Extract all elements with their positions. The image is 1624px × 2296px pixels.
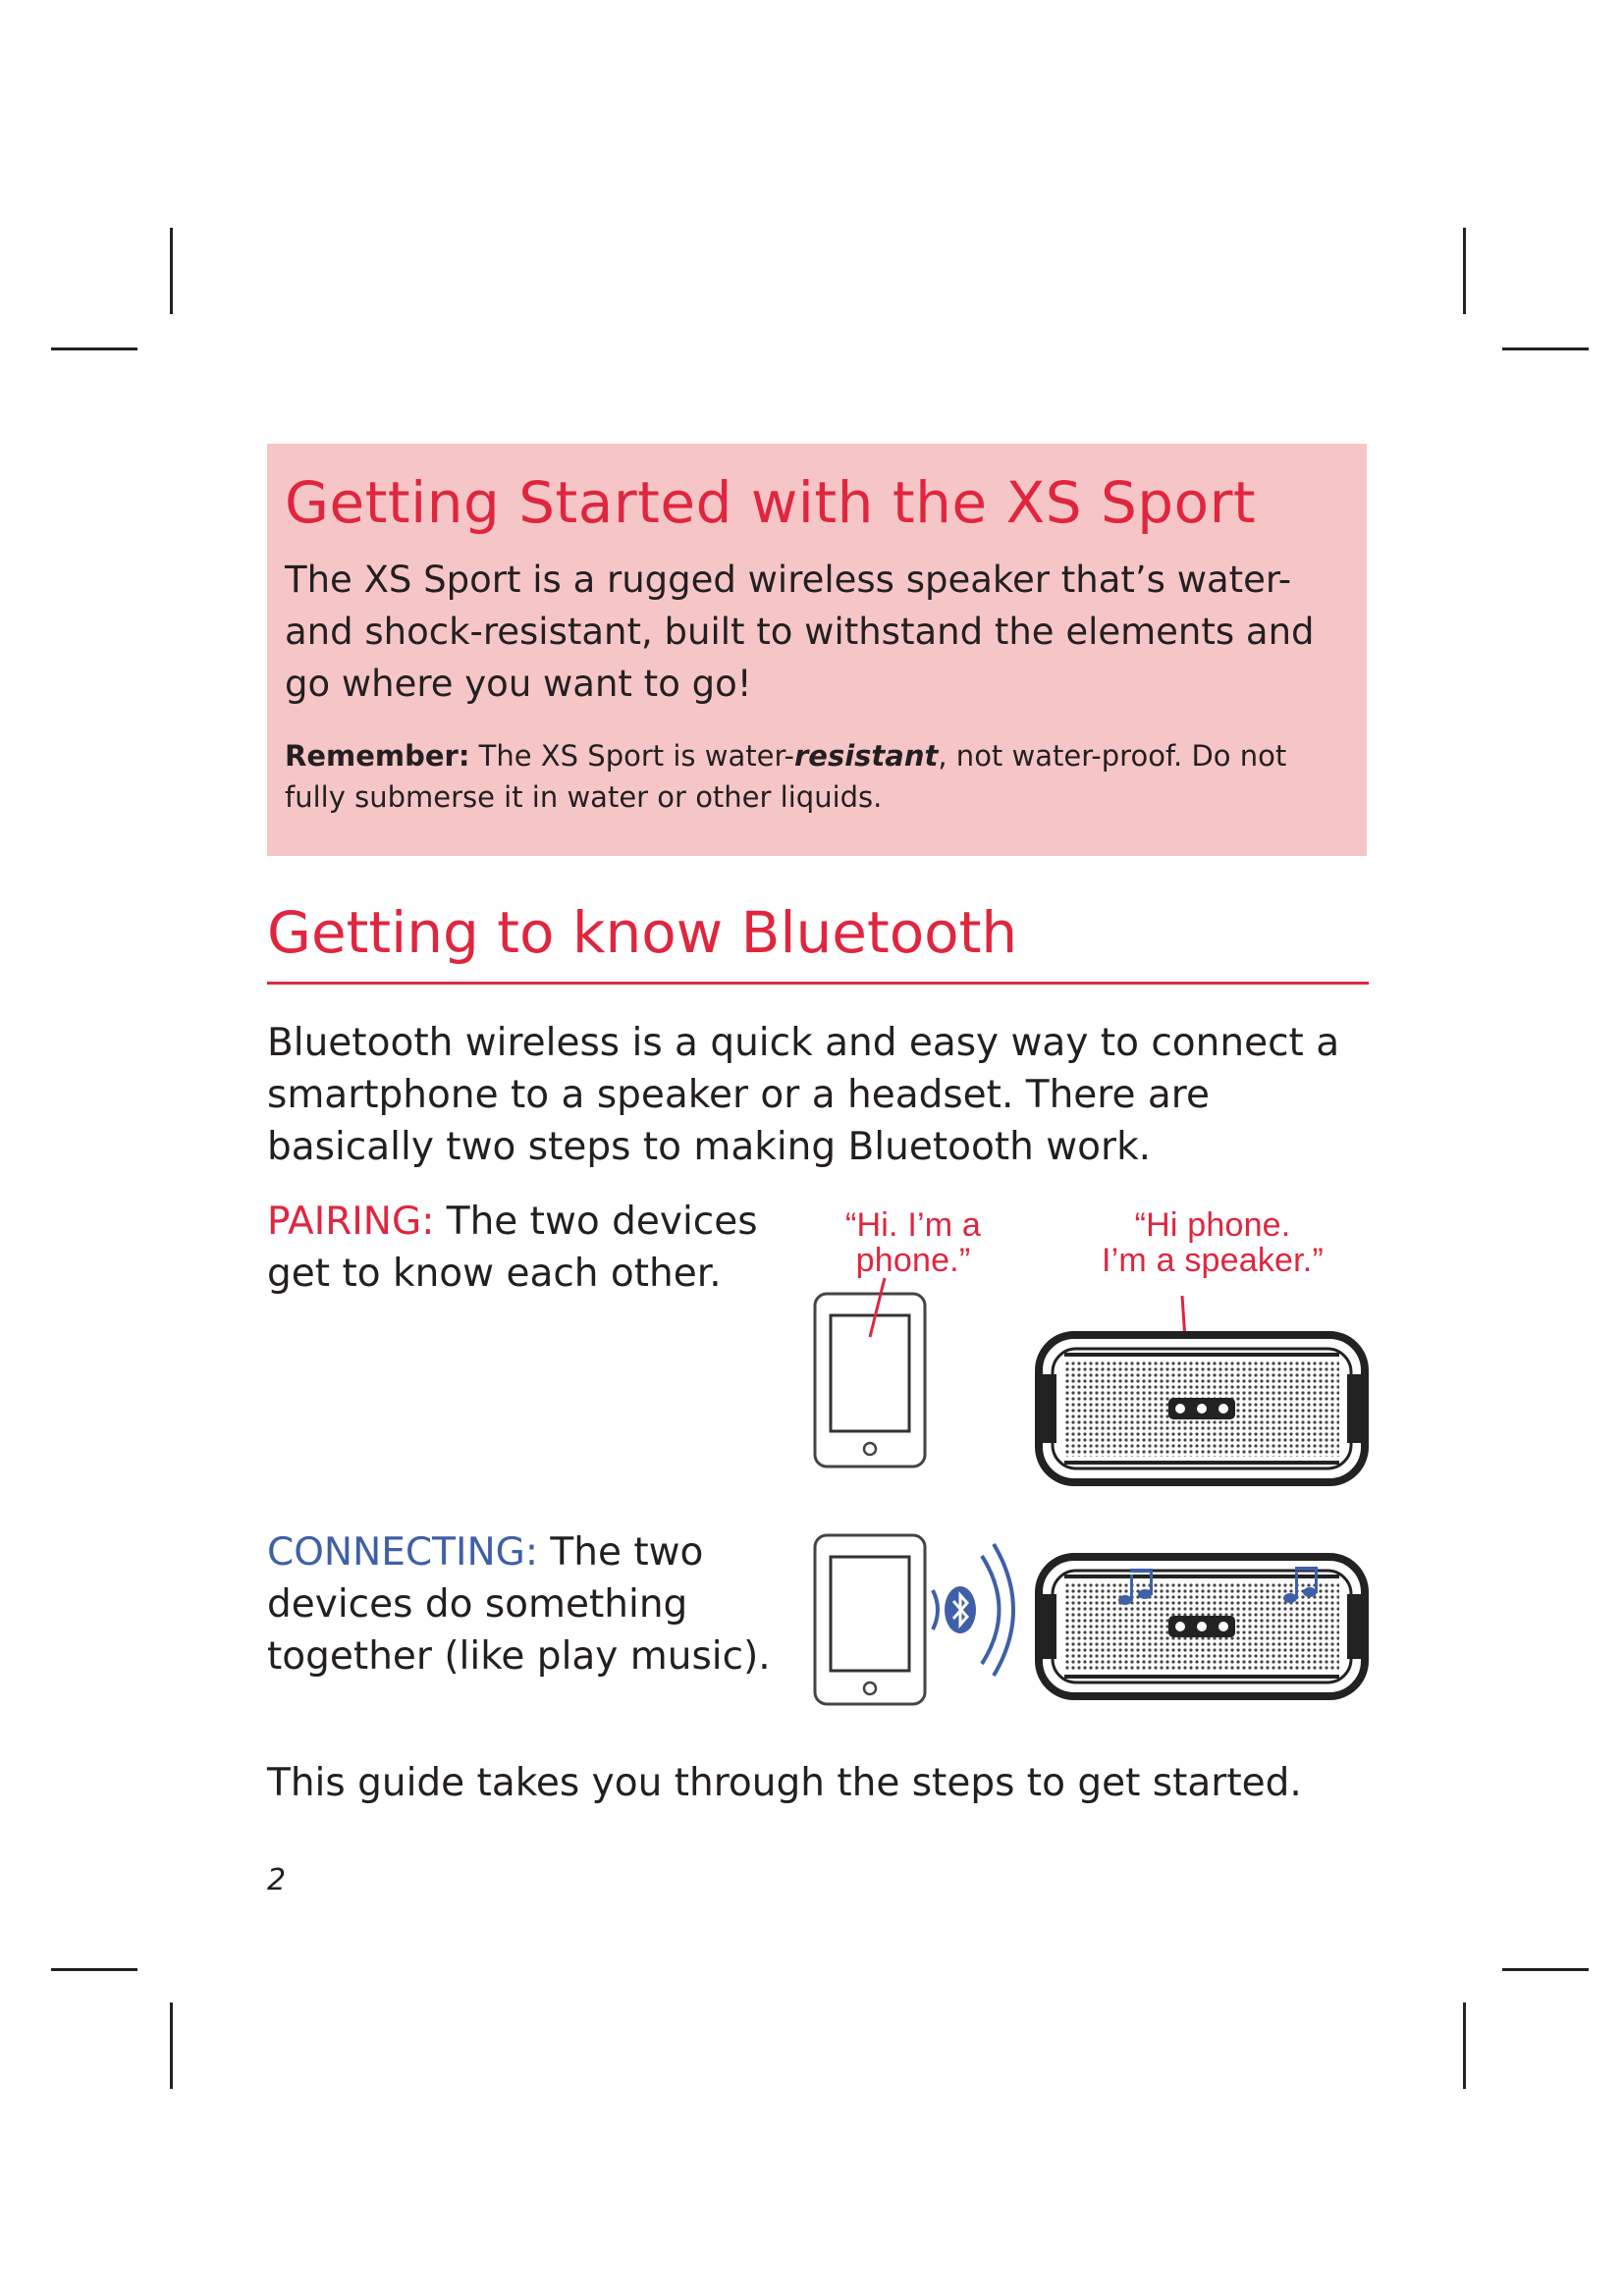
remember-label: Remember: <box>285 739 470 773</box>
intro-title: Getting Started with the XS Sport <box>285 469 1257 536</box>
crop-mark <box>170 2002 173 2089</box>
remember-note <box>285 735 1349 818</box>
crop-mark <box>1502 1968 1589 1971</box>
crop-mark <box>1463 228 1466 314</box>
crop-mark <box>51 1968 137 1971</box>
intro-body: The XS Sport is a rugged wireless speaker that’s water-and shock-resistant, built to withstand the elements and go where you want to go! <box>285 559 1315 705</box>
intro-callout <box>267 444 1367 856</box>
pairing-description <box>267 1196 778 1300</box>
connecting-description <box>267 1526 778 1682</box>
phone-says-line-1: “Hi. I’m a <box>845 1206 981 1244</box>
remember-text-b: , not water-proof. Do not fully submerse it in water or other liquids. <box>285 739 1287 814</box>
crop-mark <box>170 228 173 314</box>
smartphone-icon <box>811 1531 929 1708</box>
phone-speech-bubble <box>815 1207 1011 1278</box>
crop-mark <box>1463 2002 1466 2089</box>
crop-mark <box>51 347 137 350</box>
smartphone-icon <box>811 1276 929 1472</box>
heading-rule <box>267 982 1369 985</box>
remember-text-a: The XS Sport is water- <box>469 739 794 773</box>
page-number: 2 <box>267 1863 287 1897</box>
closing-text: This guide takes you through the steps to get started. <box>267 1761 1302 1805</box>
pairing-term: PAIRING: <box>267 1200 435 1244</box>
speaker-icon <box>1035 1553 1369 1700</box>
bluetooth-intro: Bluetooth wireless is a quick and easy way to connect a smartphone to a speaker or a headset. There are basically two steps to making Bluetooth work. <box>267 1021 1340 1169</box>
connecting-term: CONNECTING: <box>267 1530 539 1575</box>
pairing-text: The two devices get to know each other. <box>267 1200 758 1296</box>
crop-mark <box>1502 347 1589 350</box>
speaker-speech-bubble <box>1070 1207 1355 1278</box>
phone-says-line-2: phone.” <box>855 1242 971 1279</box>
connecting-text: The two devices do something together (like play music). <box>267 1530 771 1679</box>
speaker-says-line-1: “Hi phone. <box>1134 1206 1291 1244</box>
speaker-icon <box>1035 1296 1369 1492</box>
bluetooth-icon <box>923 1536 1021 1683</box>
remember-emphasis: resistant <box>794 739 939 773</box>
speaker-says-line-2: I’m a speaker.” <box>1102 1242 1324 1279</box>
bluetooth-heading: Getting to know Bluetooth <box>267 899 1018 966</box>
